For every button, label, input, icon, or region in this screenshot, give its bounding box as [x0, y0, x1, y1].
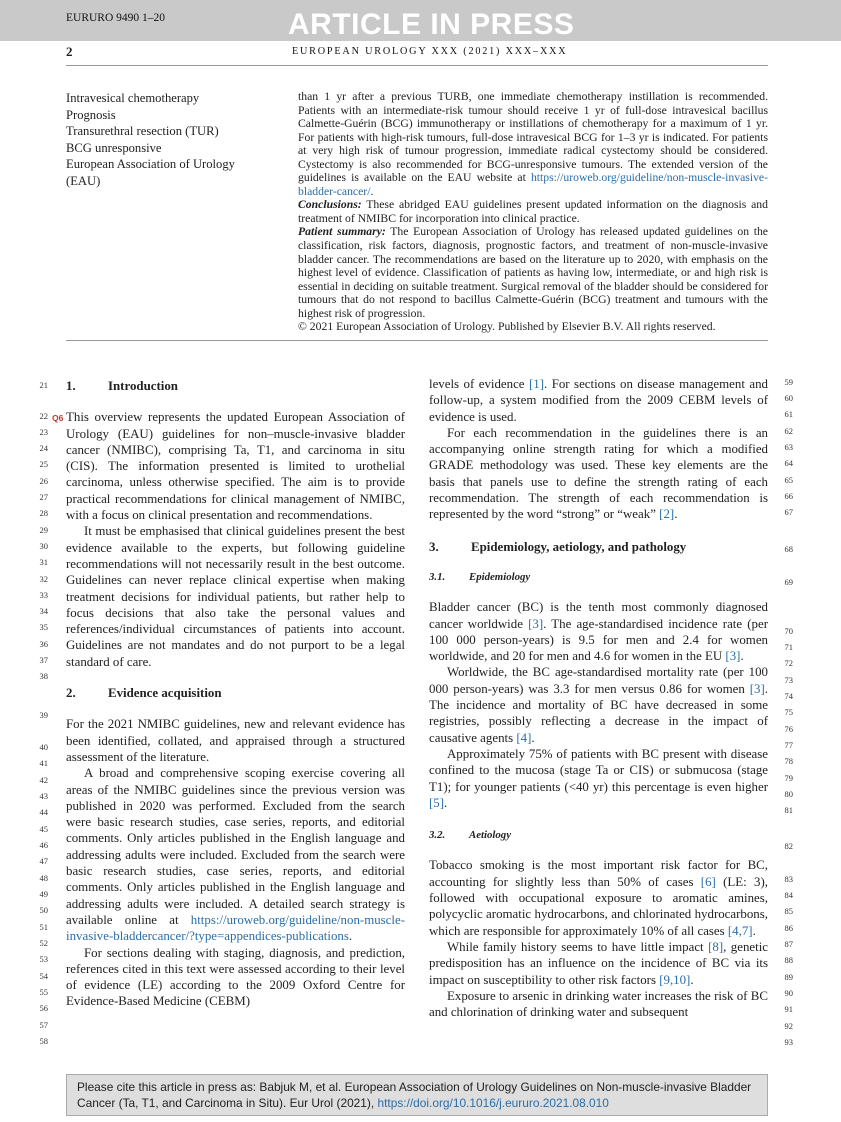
appendices-link[interactable]: https://uroweb.org/guideline/non-muscle-invasive-bladdercancer/?type=appendices-publications — [66, 912, 405, 944]
line-number: 79 — [784, 773, 793, 783]
line-number: 62 — [784, 426, 793, 436]
doc-id: EURURO 9490 1–20 — [66, 12, 166, 24]
line-number: 47 — [39, 856, 48, 866]
paragraph: Approximately 75% of patients with BC present with disease confined to the mucosa (stage Ta or CIS) or submucosa (stage T1); for younger patients (<40 yr) this percentage is even higher [5]. — [429, 746, 768, 810]
line-number: 29 — [39, 525, 48, 535]
reference-link[interactable]: [2] — [659, 507, 675, 522]
line-number: 66 — [784, 491, 793, 501]
line-number: 26 — [39, 476, 48, 486]
line-number: 45 — [39, 824, 48, 834]
line-number: 63 — [784, 442, 793, 452]
line-number: 42 — [39, 775, 48, 785]
line-number: 80 — [784, 789, 793, 799]
line-number: 87 — [784, 939, 793, 949]
line-number: 37 — [39, 655, 48, 665]
line-number: 86 — [784, 923, 793, 933]
subsection-heading: 3.1. Epidemiology — [429, 570, 531, 583]
keyword: BCG unresponsive — [66, 140, 162, 155]
keyword: Intravesical chemotherapy — [66, 91, 200, 105]
paragraph: A broad and comprehensive scoping exercise covering all areas of the NMIBC guidelines since the previous version was published in 2020 was performed. Excluded from the search were basic research studies, case series, reports, and editorial comments. Only articles published in the English language and addressing adults were included. Excluded from the search were basic research studies, case series, reports, and editorial comments. Only articles published in the English language and addressing adults were included. A detailed search strategy is available online at https://uroweb.org/guideline/non-muscle-invasive-bladdercancer/?type=appendices-publications. — [66, 766, 405, 944]
article-in-press-banner: ARTICLE IN PRESS — [288, 8, 575, 41]
line-number: 49 — [39, 889, 48, 899]
section-heading: 3. Epidemiology, aetiology, and pathology — [429, 539, 687, 554]
reference-link[interactable]: [5] — [429, 795, 445, 810]
line-number: 56 — [39, 1003, 48, 1013]
abstract-conclusions: Conclusions: These abridged EAU guidelines present updated information on the diagnosis and treatment of NMIBC for incorporation into clinical practice. — [298, 198, 768, 225]
paragraph: Exposure to arsenic in drinking water increases the risk of BC and chlorination of drinking water and subsequent — [429, 988, 768, 1020]
reference-link[interactable]: [3] — [725, 649, 741, 664]
paragraph: Tobacco smoking is the most important risk factor for BC, accounting for slightly less than 50% of cases [6] (LE: 3), followed with occupational exposure to aromatic amines, polycyclic aromatic hydrocarbons, and chlorinated hydrocarbons, which are responsible for approximately 10% of all cases [4,7]. — [429, 858, 769, 938]
guideline-link[interactable]: https://uroweb.org/guideline/non-muscle-invasive-bladder-cancer/ — [298, 171, 768, 198]
section-heading: 1. Introduction — [66, 379, 178, 393]
paragraph: For sections dealing with staging, diagnosis, and prediction, references cited in this text were assessed according to their level of evidence (LE) according to the 2009 Oxford Centre for Evidence-Based Medicine (CEBM) — [66, 945, 405, 1009]
paragraph: This overview represents the updated European Association of Urology (EAU) guidelines for non–muscle-invasive bladder cancer (NMIBC), comprising Ta, T1, and carcinoma in situ (CIS). The information presented is limited to urothelial carcinoma, unless otherwise specified. The aim is to provide practical recommendations for clinical management of NMIBC, with a focus on clinical presentation and recommendations. — [66, 410, 405, 523]
line-number: 53 — [39, 954, 48, 964]
line-number: 44 — [39, 807, 48, 817]
paragraph: For each recommendation in the guidelines there is an accompanying online strength rating for which a modified GRADE methodology was used. These key elements are the basis that panels use to define the strength rating of each recommendation. The strength of each recommendation is represented by the word “strong” or “weak” [2]. — [429, 425, 768, 522]
line-number: 52 — [39, 938, 48, 948]
line-number: 33 — [39, 590, 48, 600]
keyword: (EAU) — [66, 173, 101, 188]
reference-link[interactable]: [6] — [700, 874, 716, 889]
reference-link[interactable]: [9,10] — [659, 972, 691, 987]
keyword: European Association of Urology — [66, 157, 235, 171]
section-heading: 2. Evidence acquisition — [66, 686, 222, 701]
line-number: 39 — [39, 710, 48, 720]
line-number: 93 — [784, 1037, 793, 1047]
line-number: 73 — [784, 675, 793, 685]
line-number: 64 — [784, 458, 793, 468]
line-number: 90 — [784, 988, 793, 998]
line-number: 61 — [784, 409, 793, 419]
line-number: 78 — [784, 756, 793, 766]
line-number: 59 — [784, 377, 793, 387]
line-number: 57 — [39, 1020, 48, 1030]
copyright: © 2021 European Association of Urology. Published by Elsevier B.V. All rights reserved. — [298, 320, 716, 334]
subsection-heading: 3.2. Aetiology — [429, 829, 511, 842]
reference-link[interactable]: [8] — [708, 939, 724, 954]
reference-link[interactable]: [4,7] — [727, 923, 753, 938]
reference-link[interactable]: [3] — [528, 616, 544, 631]
paragraph: It must be emphasised that clinical guidelines present the best evidence available to the experts, but following guideline recommendations will not necessarily result in the best outcome. Guidelines can never replace clinical expertise when making treatment decisions for individual patients, but rather help to focus decisions that also take the personal values and references/individual circumstances of patients into account. Guidelines are not mandates and do not purport to be a legal standard of care. — [66, 524, 405, 669]
paragraph: Bladder cancer (BC) is the tenth most commonly diagnosed cancer worldwide [3]. The age-standardised incidence rate (per 100 000 person-years) is 9.5 for men and 2.4 for women worldwide, and 20 for men and 4.6 for women in the EU [3]. — [429, 600, 768, 664]
line-number: 36 — [39, 639, 48, 649]
paragraph: levels of evidence [1]. For sections on disease management and follow-up, a system modified from the 2009 CEBM levels of evidence is used. — [429, 377, 768, 424]
line-number: 41 — [39, 758, 48, 768]
citation-text: Please cite this article in press as: Babjuk M, et al. European Association of Urology Guidelines on Non-muscle-invasive Bladder Cancer (Ta, T1, and Carcinoma in Situ). Eur Urol (2021), https://doi.org/10.1016/j.eururo.2021.08.010 — [77, 1080, 752, 1110]
line-number: 30 — [39, 541, 48, 551]
line-number: 85 — [784, 906, 793, 916]
line-number: 43 — [39, 791, 48, 801]
line-number: 82 — [784, 841, 793, 851]
line-number: 88 — [784, 955, 793, 965]
line-number: 67 — [784, 507, 793, 517]
line-number: 46 — [39, 840, 48, 850]
line-number: 60 — [784, 393, 793, 403]
line-number: 70 — [784, 626, 793, 636]
line-number: 76 — [784, 724, 793, 734]
line-number: 71 — [784, 642, 793, 652]
left-column — [66, 378, 405, 1010]
line-number: 65 — [784, 475, 793, 485]
line-number: 21 — [39, 380, 48, 390]
line-number: 54 — [39, 971, 48, 981]
doi-link[interactable]: https://doi.org/10.1016/j.eururo.2021.08.010 — [377, 1095, 609, 1110]
line-number: 27 — [39, 492, 48, 502]
abstract — [298, 90, 768, 334]
keyword: Prognosis — [66, 107, 116, 122]
line-number: 89 — [784, 972, 793, 982]
reference-link[interactable]: [3] — [749, 681, 765, 696]
line-number: 81 — [784, 805, 793, 815]
line-number: 38 — [39, 671, 48, 681]
paragraph: While family history seems to have little impact [8], genetic predisposition has an influence on the incidence of BC via its impact on susceptibility to other risk factors [9,10]. — [429, 939, 768, 987]
line-number: 58 — [39, 1036, 48, 1046]
line-number: 25 — [39, 459, 48, 469]
line-number: 23 — [39, 427, 48, 437]
abstract-results: than 1 yr after a previous TURB, one immediate chemotherapy instillation is recommended. Patients with an intermediate-risk tumour should receive 1 yr of full-dose intravesical bacillus Calmette-Guérin (BCG) immunotherapy or instillations of chemotherapy for a maximum of 1 yr. For patients with high-risk tumours, full-dose intravesical BCG for 1–3 yr is indicated. For patients at very high risk of tumour progression, immediate radical cystectomy should be considered. Cystectomy is also recommended for BCG-unresponsive tumours. The extended version of the guidelines is available on the EAU website at https://uroweb.org/guideline/non-muscle-invasive-bladder-cancer/. — [298, 90, 768, 198]
line-number: 22 — [39, 411, 48, 421]
paragraph: Worldwide, the BC age-standardised mortality rate (per 100 000 person-years) was 3.3 for men versus 0.86 for women [3]. The incidence and mortality of BC have decreased in some registries, possibly reflecting a decrease in the impact of causative agents [4]. — [429, 665, 768, 745]
line-number: 31 — [39, 557, 48, 567]
journal-title: EUROPEAN UROLOGY XXX (2021) XXX–XXX — [292, 46, 568, 57]
line-number: 28 — [39, 508, 48, 518]
line-number: 24 — [39, 443, 48, 453]
line-number: 40 — [39, 742, 48, 752]
line-number: 55 — [39, 987, 48, 997]
divider — [66, 340, 768, 341]
keyword: Transurethral resection (TUR) — [66, 124, 219, 138]
line-number: 48 — [39, 873, 48, 883]
line-number: 84 — [784, 890, 793, 900]
line-number: 68 — [784, 544, 793, 554]
line-number: 51 — [39, 922, 48, 932]
line-number: 69 — [784, 577, 793, 587]
keywords — [66, 90, 276, 189]
line-number: 74 — [784, 691, 793, 701]
line-number: 32 — [39, 574, 48, 584]
line-number: 91 — [784, 1004, 793, 1014]
right-column — [429, 376, 768, 1020]
line-number: 77 — [784, 740, 793, 750]
line-number: 50 — [39, 905, 48, 915]
line-number: 35 — [39, 622, 48, 632]
paragraph: For the 2021 NMIBC guidelines, new and relevant evidence has been identified, collated, and appraised through a structured assessment of the literature. — [66, 717, 405, 764]
page-number: 2 — [66, 44, 73, 59]
line-number: 75 — [784, 707, 793, 717]
reference-link[interactable]: [4] — [516, 730, 532, 745]
abstract-patient-summary: Patient summary: The European Association of Urology has released updated guidelines on the classification, risk factors, diagnosis, prognostic factors, and treatment of non-muscle-invasive bladder cancer. The recommendations are based on the literature up to 2020, with emphasis on the highest level of evidence. Classification of patients as having low, intermediate, or and high risk is essential in deciding on suitable treatment. Surgical removal of the bladder should be considered for tumours that do not respond to bacillus Calmette-Guérin (BCG) treatment and tumours with the highest risk of progression. — [298, 225, 768, 320]
line-number: 34 — [39, 606, 48, 616]
query-marker: Q6 — [52, 413, 64, 423]
line-number: 72 — [784, 658, 793, 668]
line-number: 83 — [784, 874, 793, 884]
reference-link[interactable]: [1] — [528, 377, 545, 391]
line-number: 92 — [784, 1021, 793, 1031]
divider — [66, 65, 768, 66]
